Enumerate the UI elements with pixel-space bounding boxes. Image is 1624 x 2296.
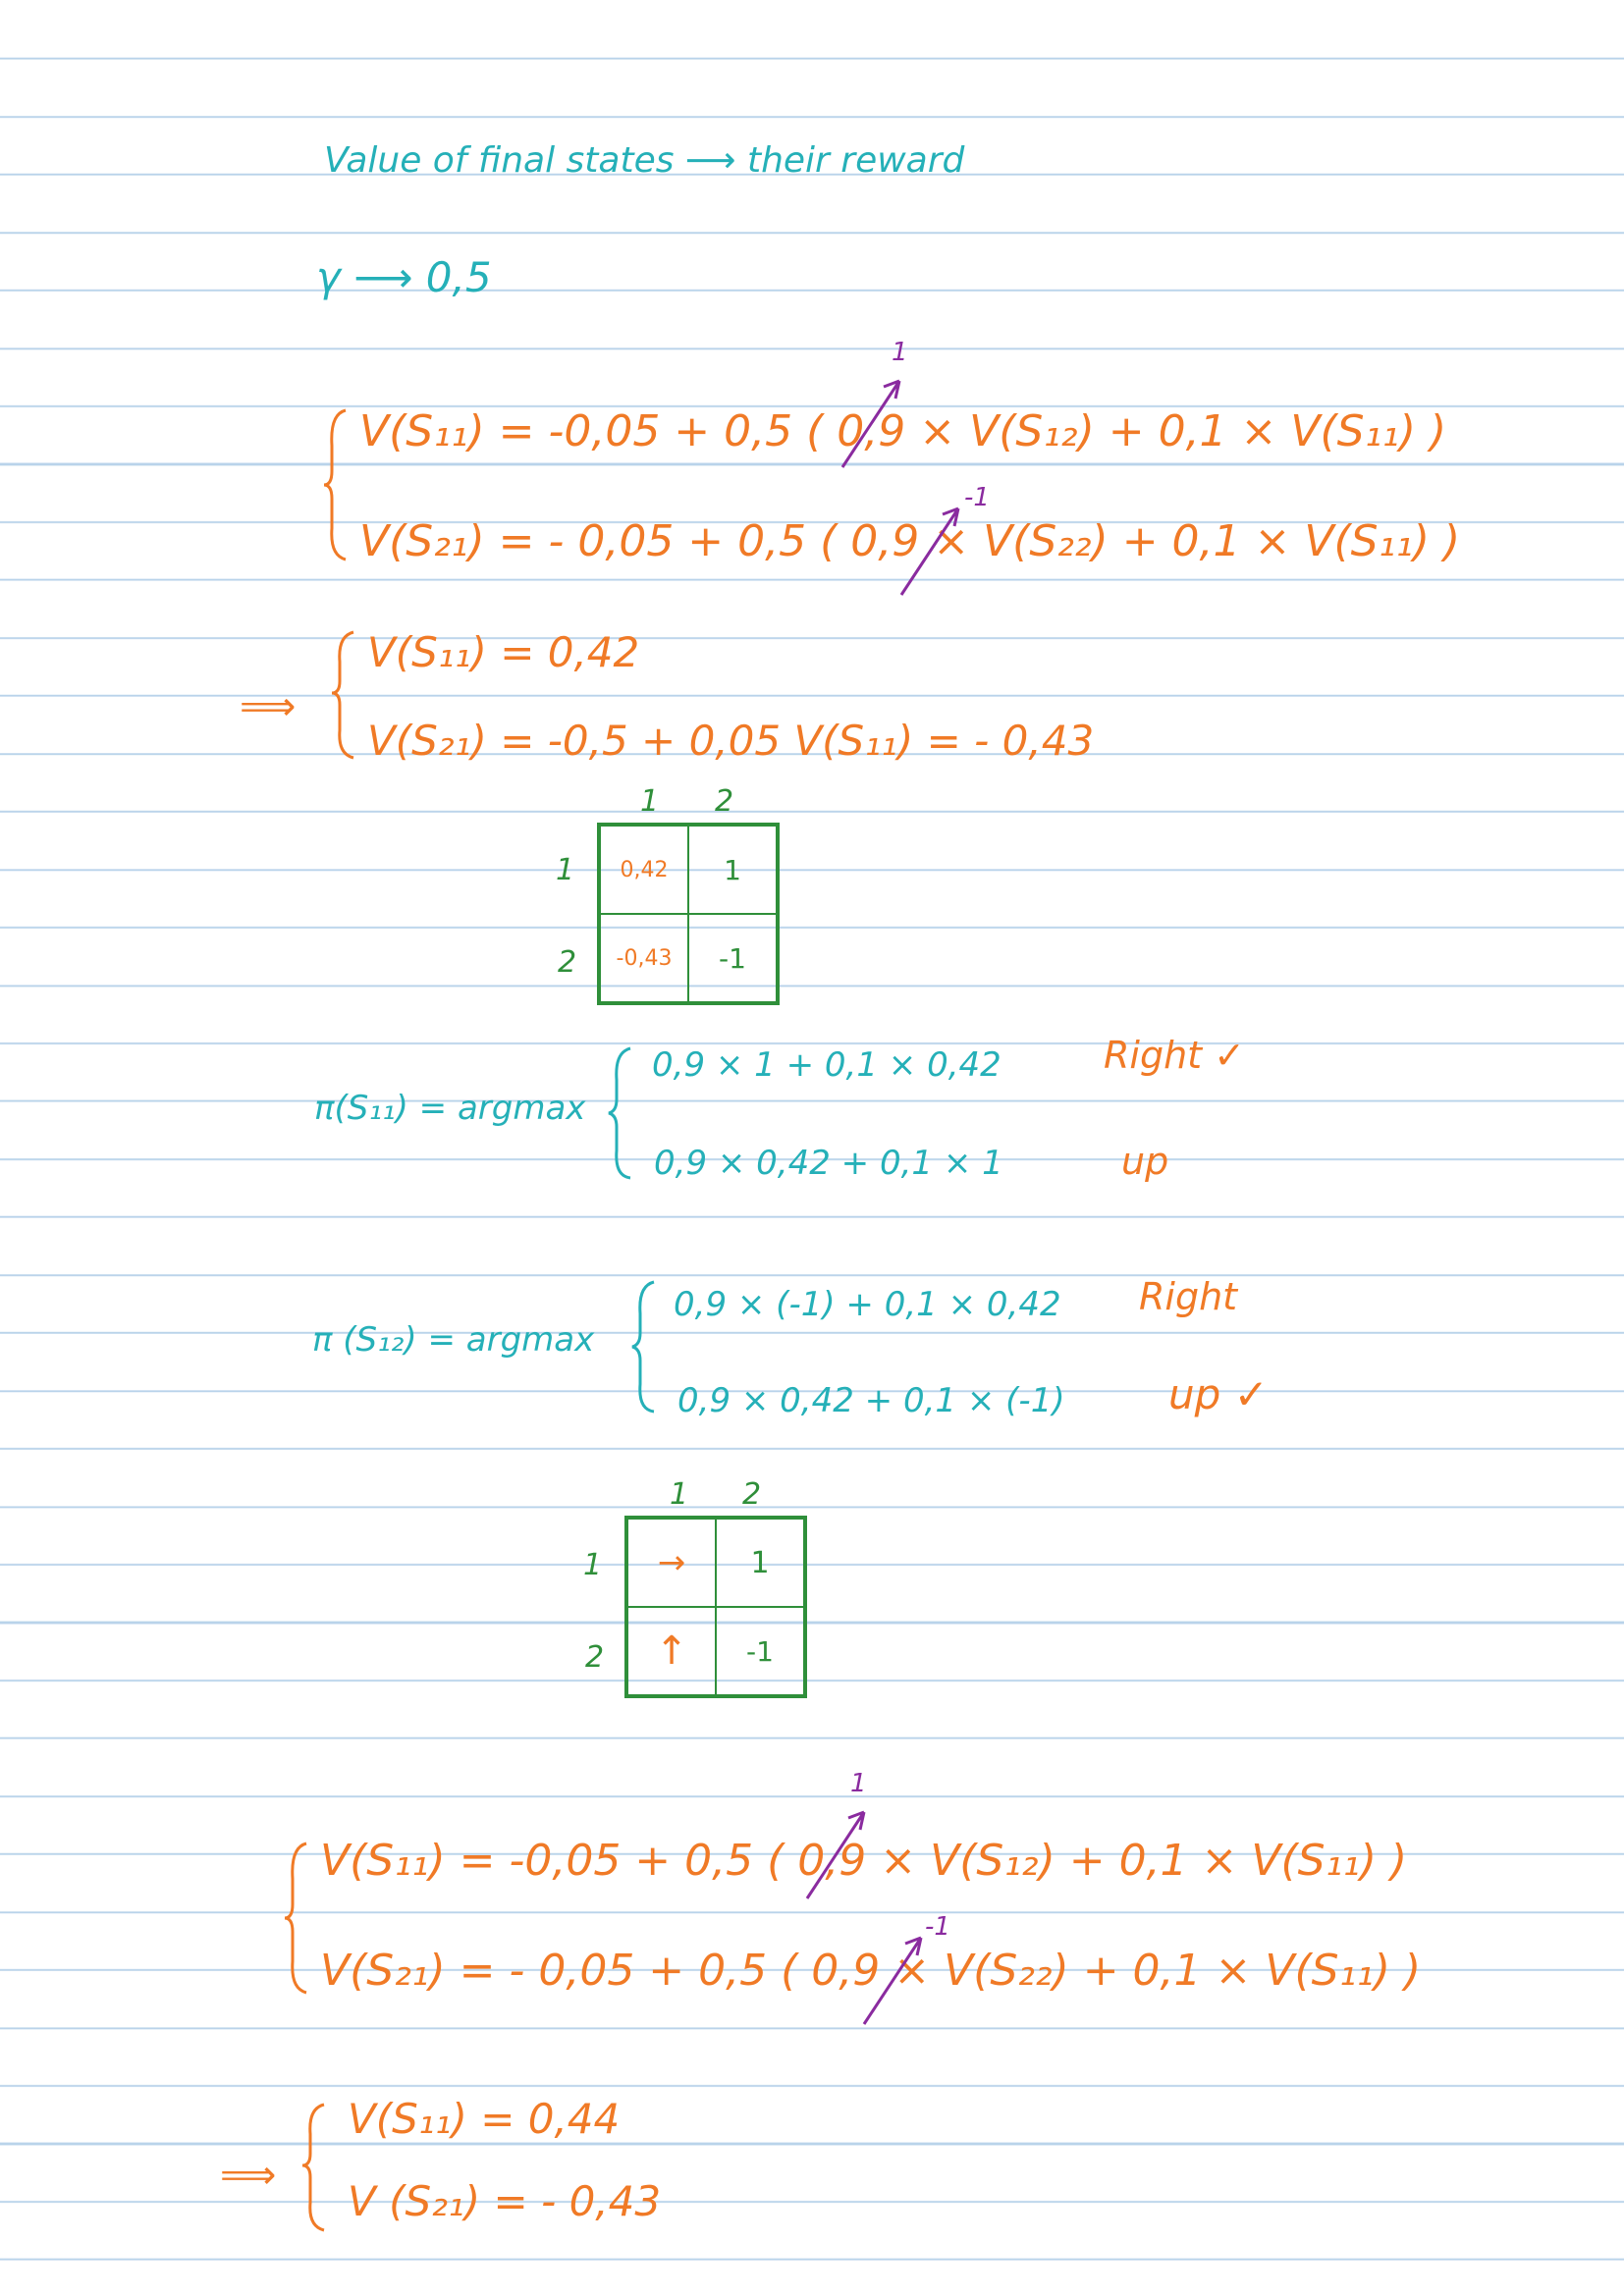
final-states-note: Value of final states ⟶ their reward: [324, 140, 965, 181]
grid1-row-label-2: 2: [558, 945, 577, 980]
gamma-line: γ ⟶ 0,5: [316, 253, 492, 301]
equation-v-s11: V(S₁₁) = -0,05 + 0,5 ( 0,9 × V(S₁₂) + 0,1 × V(S₁₁) ): [359, 406, 1447, 456]
grid1-col-label-1: 1: [640, 784, 660, 819]
grid2-row-label-2: 2: [585, 1640, 605, 1675]
grid2-col-label-2: 2: [742, 1477, 762, 1512]
brace-result-2: [298, 2101, 328, 2233]
brace-result-1: [328, 628, 357, 761]
result-v-s21-second: V (S₂₁) = - 0,43: [348, 2177, 662, 2225]
value-grid: [597, 823, 780, 1005]
policy-grid: [624, 1516, 807, 1698]
strike-arrow-s22-second: [856, 1930, 935, 2028]
brace-system-2: [281, 1840, 310, 1997]
policy-s11-right-label: Right ✓: [1104, 1034, 1245, 1077]
brace-system-1: [320, 406, 350, 563]
grid1-cell-s22: -1: [688, 914, 777, 1002]
policy-s12-right-value: 0,9 × (-1) + 0,1 × 0,42: [674, 1285, 1061, 1324]
grid1-row-label-1: 1: [556, 853, 575, 887]
equation-v-s21: V(S₂₁) = - 0,05 + 0,5 ( 0,9 × V(S₂₂) + 0,1 × V(S₁₁) ): [359, 516, 1461, 566]
grid1-cell-s11: 0,42: [600, 826, 688, 914]
grid1-cell-s12: 1: [688, 826, 777, 914]
grid2-cell-s22: -1: [716, 1607, 804, 1695]
result-v-s11: V(S₁₁) = 0,42: [367, 628, 640, 676]
superscript-reward-minus1-second: -1: [925, 1912, 950, 1942]
strike-arrow-s22: [893, 501, 972, 599]
policy-s11-up-label: up: [1121, 1140, 1169, 1183]
grid1-cell-s21: -0,43: [600, 914, 688, 1002]
implies-arrow-2: ⟹: [220, 2153, 277, 2198]
grid2-col-label-1: 1: [670, 1477, 689, 1512]
superscript-reward-1-second: 1: [850, 1769, 867, 1798]
implies-arrow-1: ⟹: [240, 684, 297, 729]
grid2-cell-s12: 1: [716, 1519, 804, 1607]
right-arrow-icon: →: [627, 1519, 716, 1607]
policy-s12-up-value: 0,9 × 0,42 + 0,1 × (-1): [677, 1381, 1065, 1420]
policy-s12-right-label: Right: [1139, 1275, 1238, 1318]
policy-s12-lhs: π (S₁₂) = argmax: [312, 1320, 595, 1360]
strike-arrow-s12-second: [799, 1804, 878, 1902]
policy-s12-up-label: up ✓: [1168, 1370, 1269, 1418]
strike-arrow-s12: [835, 373, 913, 471]
superscript-reward-minus1: -1: [964, 483, 990, 512]
equation-v-s21-second: V(S₂₁) = - 0,05 + 0,5 ( 0,9 × V(S₂₂) + 0,1 × V(S₁₁) ): [320, 1946, 1422, 1996]
superscript-reward-1: 1: [892, 338, 908, 367]
brace-policy-1: [605, 1044, 634, 1182]
brace-policy-2: [628, 1278, 658, 1415]
grid1-col-label-2: 2: [715, 784, 734, 819]
result-v-s11-second: V(S₁₁) = 0,44: [348, 2095, 621, 2143]
equation-v-s11-second: V(S₁₁) = -0,05 + 0,5 ( 0,9 × V(S₁₂) + 0,1 × V(S₁₁) ): [320, 1836, 1408, 1886]
policy-s11-up-value: 0,9 × 0,42 + 0,1 × 1: [654, 1144, 1003, 1183]
grid2-row-label-1: 1: [583, 1548, 603, 1582]
result-v-s21: V(S₂₁) = -0,5 + 0,05 V(S₁₁) = - 0,43: [367, 717, 1095, 765]
policy-s11-lhs: π(S₁₁) = argmax: [314, 1089, 586, 1128]
policy-s11-right-value: 0,9 × 1 + 0,1 × 0,42: [652, 1045, 1001, 1085]
up-arrow-icon: ↑: [627, 1607, 716, 1695]
